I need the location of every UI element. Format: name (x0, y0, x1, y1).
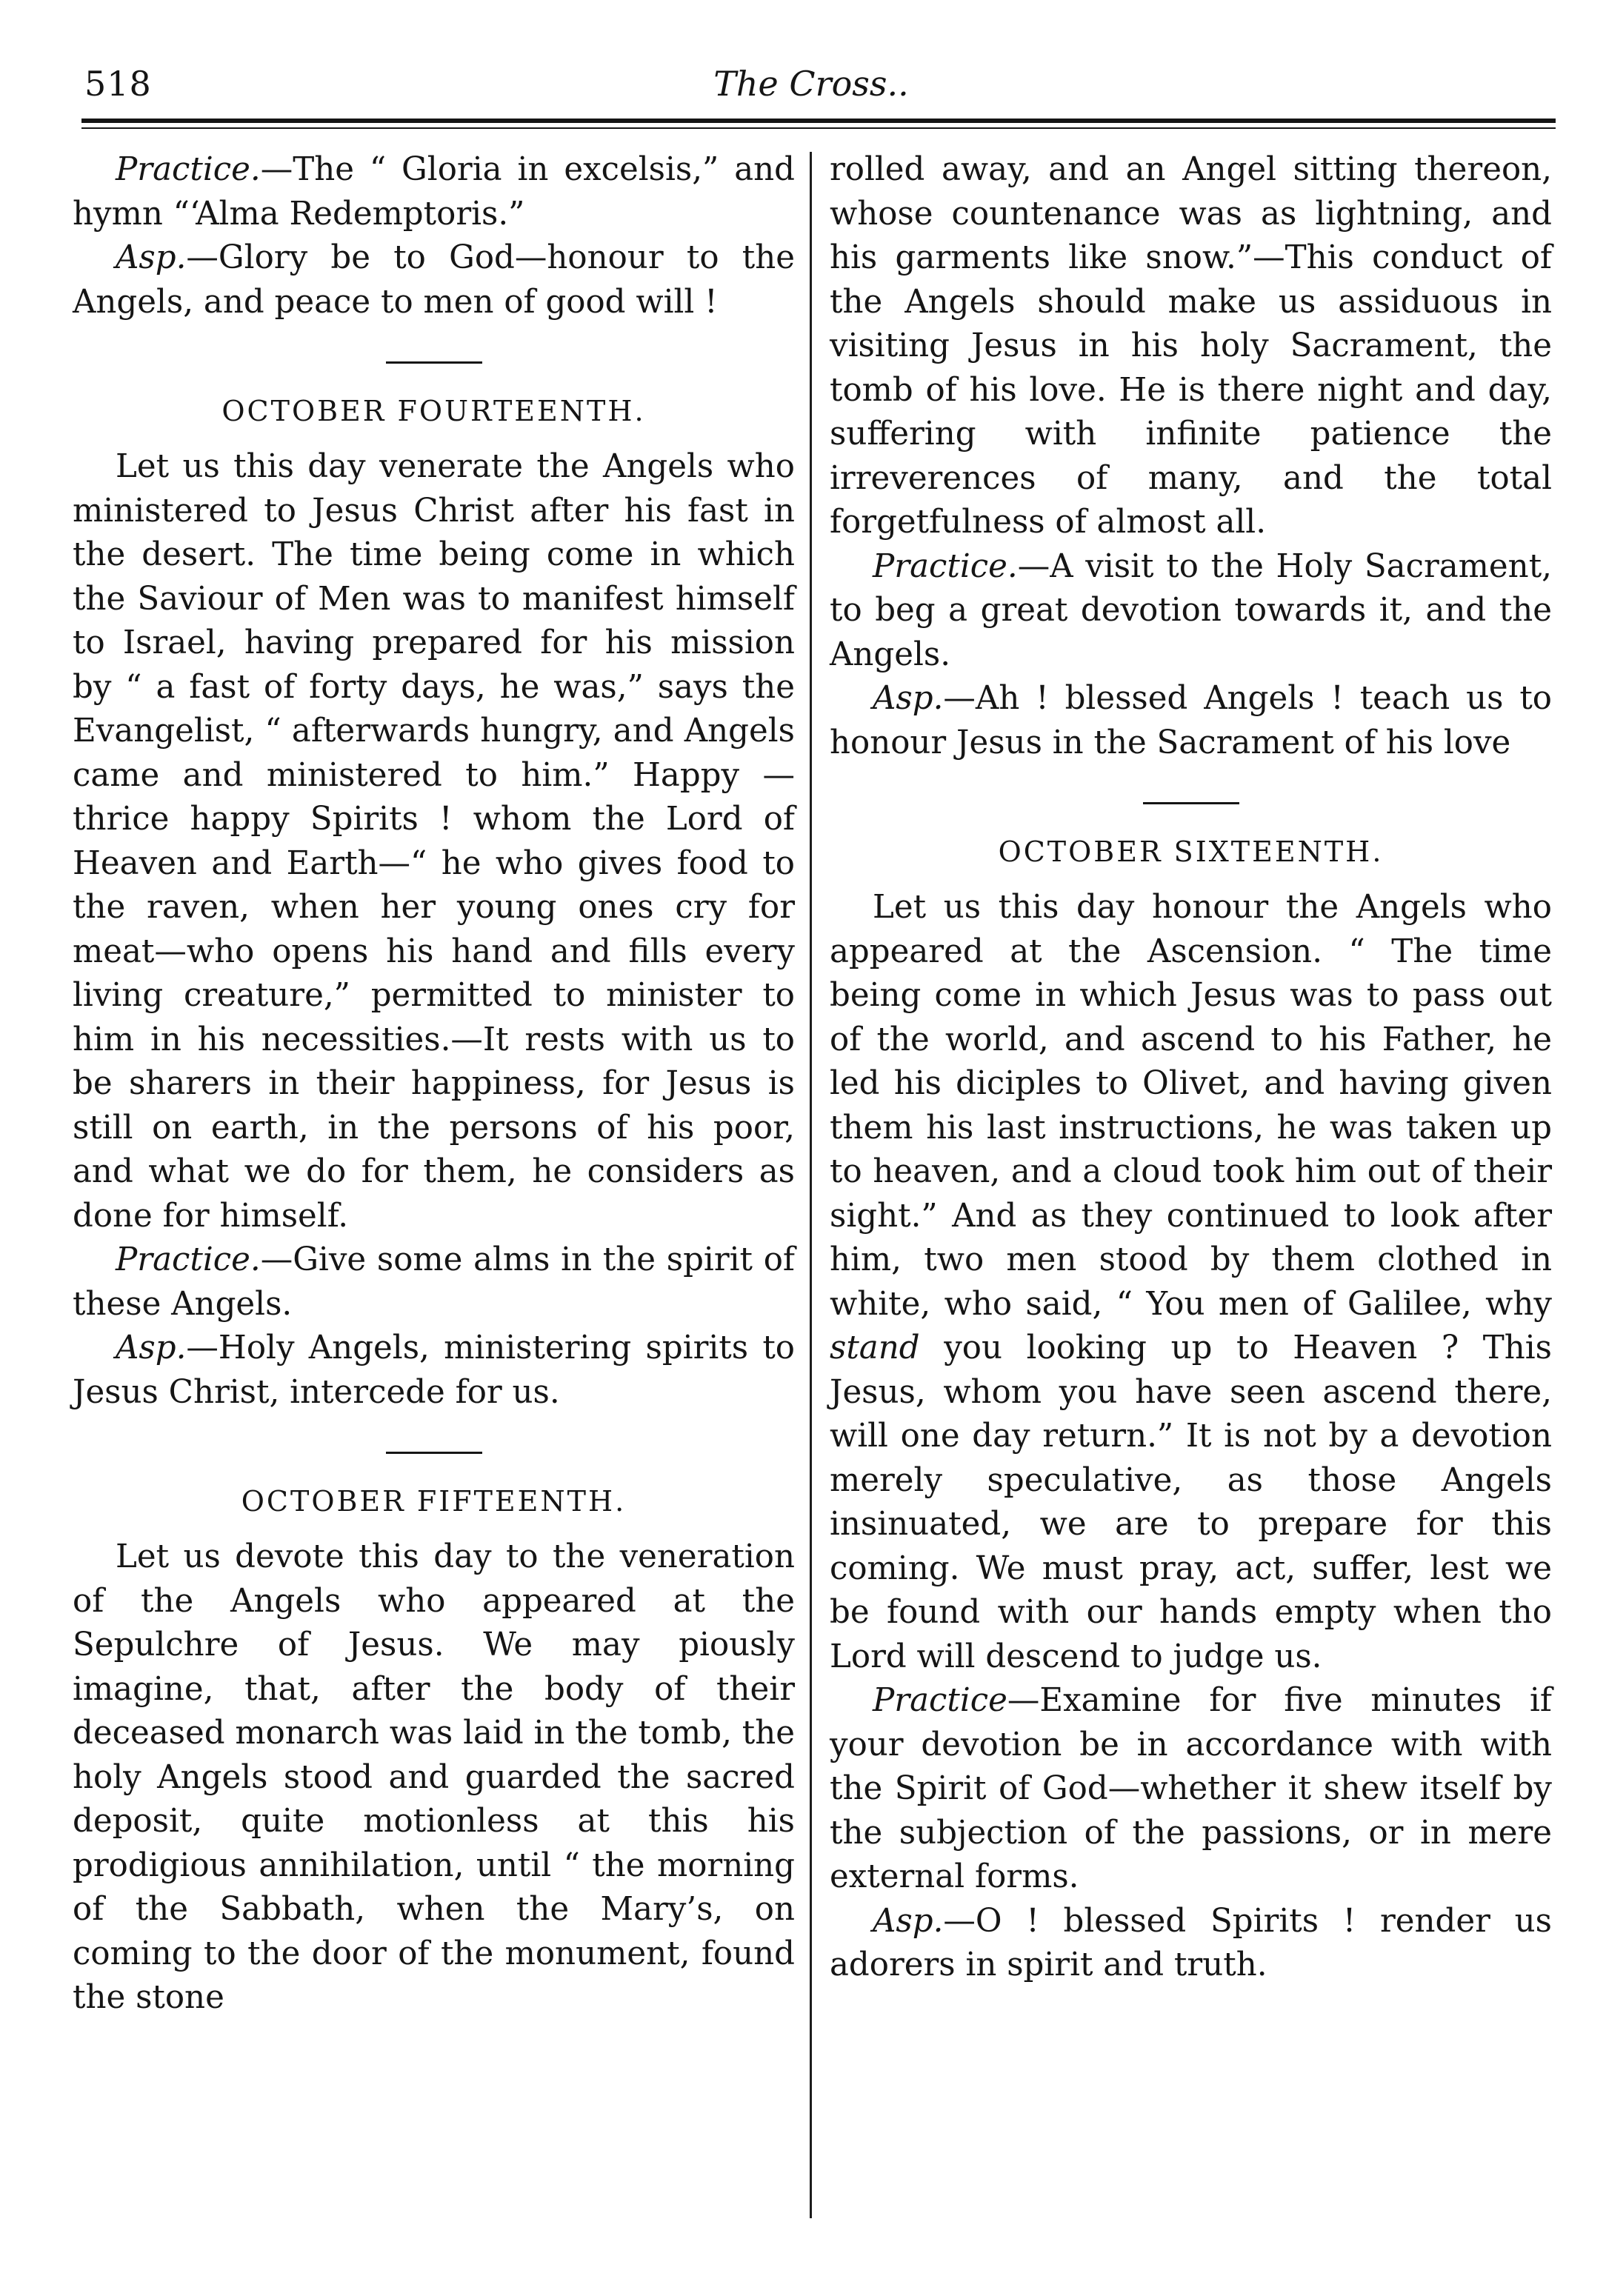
left-column (73, 148, 795, 2020)
oct14-aspiration (73, 1326, 795, 1415)
practice-text: —Examine for five minutes if your devotion be in accordance with with the Spirit of God—whether it shew itself by the subjection of the passions, or in mere external forms. (830, 1682, 1552, 1895)
oct16-body-part1: Let us this day honour the Angels who appeared at the Ascension. “ The time being come in which Jesus was to pass out of the world, and ascend to his Father, he led his diciples to Olivet, and having given them his last instructions, he was taken up to heaven, and a cloud took him out of their sight.” And as they continued to look after him, two men stood by them clothed in white, who said, “ You men of Galilee, why (830, 889, 1552, 1323)
column-divider (810, 152, 812, 2218)
oct13-practice (73, 148, 795, 236)
practice-text: —The “ Gloria in excelsis,” and hymn “‘Alma Redemptoris.” (73, 151, 795, 233)
aspiration-text: —Glory be to God—honour to the Angels, and peace to men of good will ! (73, 239, 795, 321)
aspiration-text: —Ah ! blessed Angels ! teach us to honour Jesus in the Sacrament of his love (830, 680, 1552, 761)
section-separator (386, 1452, 482, 1454)
section-heading-oct15: OCTOBER FIFTEENTH. (241, 1485, 627, 1518)
oct14-body: Let us this day venerate the Angels who ministered to Jesus Christ after his fast in the desert. The time being come in which the Saviour of Men was to manifest himself to Israel, having prepared for his mission by “ a fast of forty days, he was,” says the Evangelist, “ afterwards hungry, and Angels came and ministered to him.” Happy —thrice happy Spirits ! whom the Lord of Heaven and Earth—“ he who gives food to the raven, when her young ones cry for meat—who opens his hand and fills every living creature,” permitted to minister to him in his necessities.—It rests with us to be sharers in their happiness, for Jesus is still on earth, in the persons of his poor, and what we do for them, he considers as done for himself. (73, 448, 795, 1235)
oct13-aspiration (73, 236, 795, 324)
aspiration-label: Asp. (873, 1902, 944, 1940)
aspiration-label: Asp. (873, 680, 944, 717)
practice-label: Practice. (873, 547, 1018, 585)
section-separator (386, 361, 482, 364)
aspiration-text: —Holy Angels, ministering spirits to Jesus Christ, intercede for us. (73, 1329, 795, 1411)
oct15-practice (830, 545, 1552, 678)
oct15-body: Let us devote this day to the veneration of the Angels who appeared at the Sepulchre of Jesus. We may piously imagine, that, after the body of their deceased monarch was laid in the tomb, the holy Angels stood and guarded the sacred deposit, quite motionless at this his prodigious annihilation, until “ the morning of the Sabbath, when the Mary’s, on coming to the door of the monument, found the stone (73, 1538, 795, 2016)
header-rule (81, 119, 1556, 129)
aspiration-label: Asp. (116, 239, 187, 276)
practice-label: Practice. (116, 1241, 261, 1278)
oct14-practice (73, 1238, 795, 1326)
oct15-continued: rolled away, and an Angel sitting thereon, whose countenance was as lightning, and his garments like snow.”—This conduct of the Angels should make us assiduous in visiting Jesus in his holy Sacrament, the tomb of his love. He is there night and day, suffering with infinite patience the irreverences of many, and the total forgetfulness of almost all. (830, 151, 1552, 541)
section-heading-oct16: OCTOBER SIXTEENTH. (998, 835, 1384, 868)
practice-label: Practice. (116, 151, 261, 188)
right-column (830, 148, 1552, 1988)
practice-label: Practice (873, 1682, 1007, 1719)
section-heading-oct14: OCTOBER FOURTEENTH. (221, 395, 646, 427)
oct16-aspiration (830, 1900, 1552, 1988)
oct16-body-part2: you looking up to Heaven ? This Jesus, whom you have seen ascend there, will one day return.” It is not by a devotion merely speculative, as those Angels insinuated, we are to prepare for this coming. We must pray, act, suffer, lest we be found with our hands empty when tho Lord will descend to judge us. (830, 1329, 1552, 1675)
emphasis-word: stand (830, 1329, 920, 1366)
oct15-aspiration (830, 677, 1552, 765)
oct16-practice (830, 1679, 1552, 1900)
aspiration-text: —O ! blessed Spirits ! render us adorers in spirit and truth. (830, 1902, 1552, 1983)
practice-text: —A visit to the Holy Sacrament, to beg a great devotion towards it, and the Angels. (830, 547, 1552, 673)
section-separator (1143, 802, 1239, 804)
aspiration-label: Asp. (116, 1329, 187, 1366)
page-number: 518 (84, 64, 152, 104)
oct16-body (830, 886, 1552, 1679)
practice-text: —Give some alms in the spirit of these Angels. (73, 1241, 795, 1323)
running-head (74, 64, 1548, 117)
running-title: The Cross.. (713, 64, 909, 104)
